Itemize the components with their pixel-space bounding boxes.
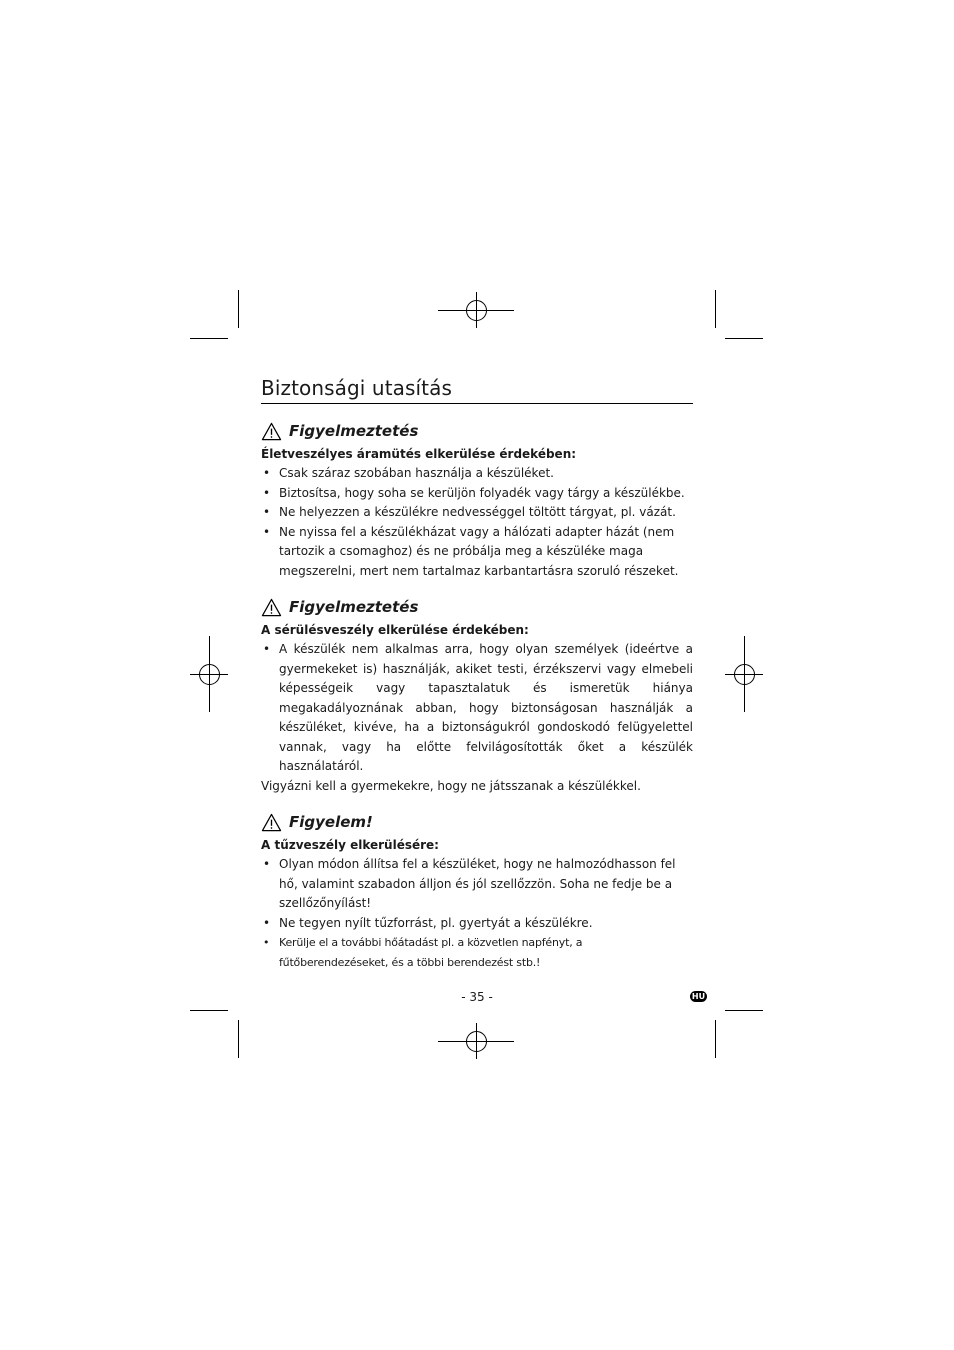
warning-triangle-icon (261, 422, 282, 441)
warning-triangle-icon (261, 598, 282, 617)
list-item: • Kerülje el a további hőátadást pl. a közvetlen napfényt, a fűtőberendezéseket, és a többi berendezést stb.! (261, 933, 693, 972)
crop-mark (190, 338, 228, 339)
instruction-list (261, 640, 693, 777)
page-number: - 35 - (461, 990, 493, 1004)
warning-section-injury (261, 595, 693, 796)
section-subheading: A sérülésveszély elkerülése érdekében: (261, 623, 529, 637)
instruction-list (261, 464, 693, 581)
section-note: Vigyázni kell a gyermekekre, hogy ne játsszanak a készülékkel. (261, 778, 641, 793)
registration-circle (466, 300, 487, 321)
registration-circle (199, 664, 220, 685)
crop-mark (715, 1020, 716, 1058)
warning-heading (261, 810, 693, 834)
list-item: • Ne helyezzen a készülékre nedvességgel töltött tárgyat, pl. vázát. (261, 503, 693, 523)
page-title: Biztonsági utasítás (261, 376, 693, 404)
warning-heading (261, 595, 693, 619)
section-subheading: A tűzveszély elkerülésére: (261, 838, 439, 852)
list-item: • Csak száraz szobában használja a készüléket. (261, 464, 693, 484)
crop-mark (190, 1010, 228, 1011)
list-item: • Ne tegyen nyílt tűzforrást, pl. gyertyát a készülékre. (261, 914, 693, 934)
crop-mark (725, 1010, 763, 1011)
warning-title: Figyelmeztetés (289, 422, 419, 440)
warning-heading (261, 419, 693, 443)
instruction-list (261, 855, 693, 972)
crop-mark (238, 1020, 239, 1058)
warning-title: Figyelmeztetés (289, 598, 419, 616)
warning-section-electric (261, 419, 693, 581)
crop-mark (715, 290, 716, 328)
language-badge: HU (691, 992, 706, 1001)
warning-title: Figyelem! (289, 813, 373, 831)
warning-section-fire (261, 810, 693, 972)
crop-mark (238, 290, 239, 328)
list-item: • Olyan módon állítsa fel a készüléket, hogy ne halmozódhasson fel hő, valamint szabadon álljon és jól szellőzzön. Soha ne fedje be a szellőzőnyílást! (261, 855, 693, 914)
warning-triangle-icon (261, 813, 282, 832)
registration-circle (734, 664, 755, 685)
list-item: • A készülék nem alkalmas arra, hogy olyan személyek (ideértve a gyermekeket is) használják, akiket testi, érzékszervi vagy elmebeli képességeik vagy tapasztalatuk és ismeretük hiánya megakadályoznának abban, hogy biztonságosan használják a készüléket, kivéve, ha a biztonságukról gondoskodó felügyelettel vannak, vagy ha előtte felvilágosították őket a készülék használatáról. (261, 640, 693, 777)
list-item: • Biztosítsa, hogy soha se kerüljön folyadék vagy tárgy a készülékbe. (261, 484, 693, 504)
list-item: • Ne nyissa fel a készülékházat vagy a hálózati adapter házát (nem tartozik a csomaghoz) és ne próbálja meg a készüléke maga megszerelni, mert nem tartalmaz karbantartásra szoruló részeket. (261, 523, 693, 582)
crop-mark (725, 338, 763, 339)
section-subheading: Életveszélyes áramütés elkerülése érdekében: (261, 447, 577, 461)
safety-instructions (261, 376, 693, 972)
registration-circle (466, 1031, 487, 1052)
